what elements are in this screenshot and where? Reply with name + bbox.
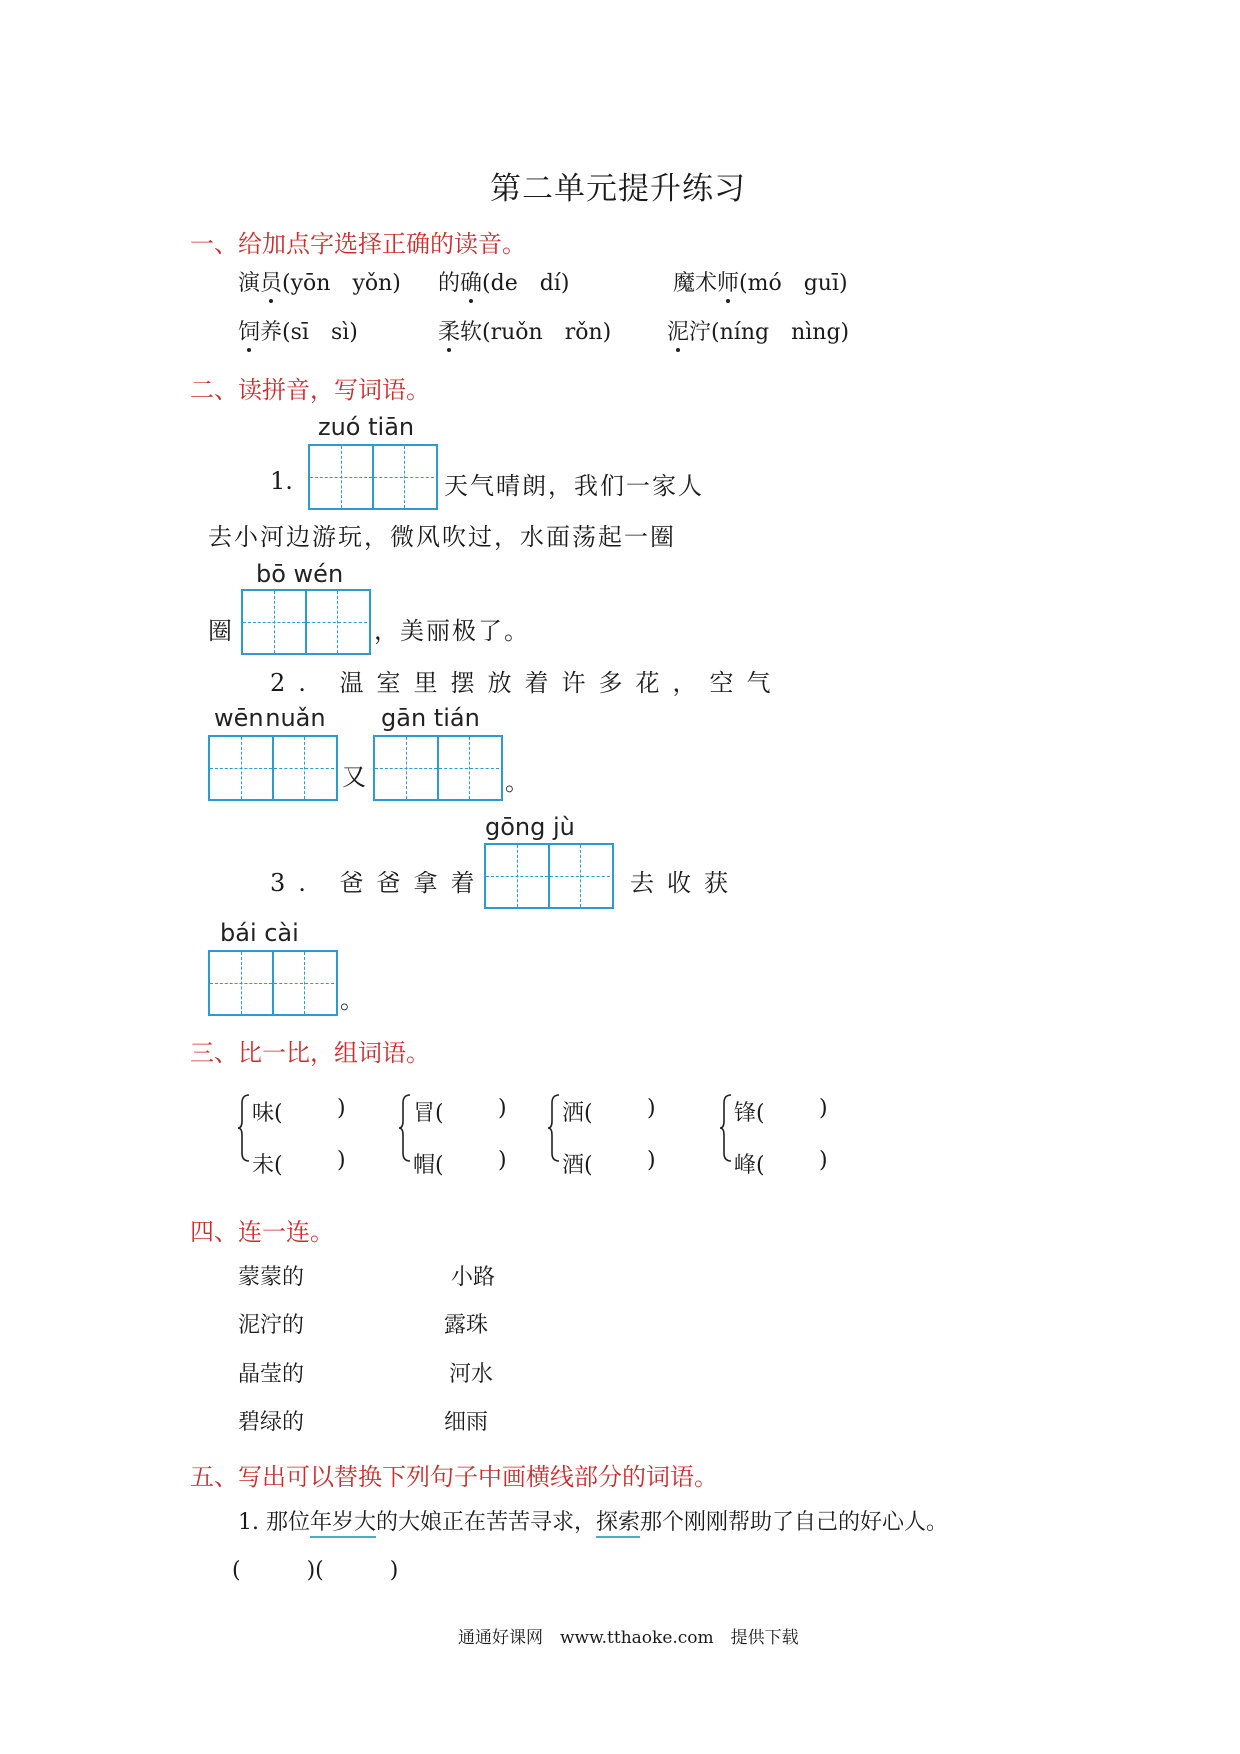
footer-credit: 通通好课网 www.tthaoke.com 提供下载 [458, 1628, 799, 1648]
section-3-heading: 三、比一比，组词语。 [190, 1039, 430, 1067]
pinyin-baicai: bái cài [220, 919, 299, 947]
pron-item-1: 演员(yōn yǒn) [238, 266, 401, 297]
section-5-heading: 五、写出可以替换下列句子中画横线部分的词语。 [190, 1463, 718, 1491]
compare-4a: 锋( [734, 1101, 765, 1126]
writing-grid-wennuan[interactable] [208, 735, 338, 801]
replace-answer-blanks[interactable]: ( )( ) [232, 1558, 399, 1583]
compare-close: ) [498, 1096, 507, 1121]
writing-grid-gongju[interactable] [484, 843, 614, 909]
brace-icon [548, 1093, 560, 1163]
section-1-heading: 一、给加点字选择正确的读音。 [190, 230, 526, 258]
match-left-3[interactable]: 晶莹的 [238, 1362, 305, 1387]
compare-4b: 峰( [734, 1153, 765, 1178]
grid-cell[interactable] [548, 845, 610, 907]
pron-item-2: 的确(de dí) [438, 266, 569, 297]
grid-cell[interactable] [272, 737, 334, 799]
pinyin-gantian: gān tián [381, 704, 480, 732]
match-left-4[interactable]: 碧绿的 [238, 1410, 305, 1435]
grid-cell[interactable] [305, 591, 367, 653]
grid-cell[interactable] [372, 446, 434, 508]
question-3-line-1-post: 去收获 [630, 869, 741, 897]
pron-item-5: 柔软(ruǒn rǒn) [438, 315, 611, 346]
pron-item-4: 饲养(sī sì) [238, 315, 358, 346]
grid-cell[interactable] [243, 591, 305, 653]
grid-cell[interactable] [210, 952, 272, 1014]
pinyin-gongju: gōng jù [485, 813, 575, 841]
match-right-3[interactable]: 河水 [449, 1362, 494, 1387]
brace-icon [238, 1093, 250, 1163]
question-1-number: 1. [270, 467, 293, 495]
question-1-line-3-post: ，美丽极了。 [374, 617, 530, 645]
match-right-4[interactable]: 细雨 [444, 1410, 489, 1435]
question-1-line-1: 天气晴朗，我们一家人 [444, 472, 704, 500]
section-2-heading: 二、读拼音，写词语。 [190, 376, 430, 404]
compare-3b: 酒( [562, 1153, 593, 1178]
question-1-line-2: 去小河边游玩，微风吹过，水面荡起一圈 [208, 523, 676, 551]
question-3-end: 。 [340, 986, 364, 1014]
compare-2b: 帽( [413, 1153, 444, 1178]
grid-cell[interactable] [310, 446, 372, 508]
pron-item-6: 泥泞(níng nìng) [667, 315, 849, 346]
brace-icon [399, 1093, 411, 1163]
question-3-line-1: 3. 爸爸拿着 [270, 869, 488, 897]
match-left-2[interactable]: 泥泞的 [238, 1313, 305, 1338]
question-1-line-3-pre: 圈 [208, 617, 232, 645]
brace-icon [720, 1093, 732, 1163]
compare-close: ) [337, 1148, 346, 1173]
page-title: 第二单元提升练习 [490, 171, 746, 207]
grid-cell[interactable] [375, 737, 437, 799]
pinyin-bowen: bō wén [256, 560, 344, 588]
match-right-1[interactable]: 小路 [451, 1265, 496, 1290]
grid-cell[interactable] [437, 737, 499, 799]
compare-2a: 冒( [413, 1101, 444, 1126]
compare-1b: 未( [252, 1153, 283, 1178]
question-2-line-1: 2. 温室里摆放着许多花，空气 [270, 669, 784, 697]
writing-grid-zuotian[interactable] [308, 444, 438, 510]
compare-close: ) [647, 1096, 656, 1121]
replace-sentence: 1. 那位年岁大的大娘正在苦苦寻求，探索那个刚刚帮助了自己的好心人。 [238, 1505, 948, 1536]
pinyin-wennuan: wēn nuǎn [214, 704, 326, 732]
underlined-phrase-2: 探索 [596, 1510, 640, 1538]
compare-close: ) [819, 1096, 828, 1121]
writing-grid-gantian[interactable] [373, 735, 503, 801]
match-left-1[interactable]: 蒙蒙的 [238, 1265, 305, 1290]
compare-3a: 洒( [562, 1101, 593, 1126]
writing-grid-bowen[interactable] [241, 589, 371, 655]
question-2-end: 。 [505, 768, 529, 796]
grid-cell[interactable] [210, 737, 272, 799]
compare-close: ) [498, 1148, 507, 1173]
pron-item-3: 魔术师(mó guī) [673, 266, 848, 297]
grid-cell[interactable] [486, 845, 548, 907]
compare-1a: 味( [252, 1101, 283, 1126]
match-right-2[interactable]: 露珠 [444, 1313, 489, 1338]
compare-close: ) [647, 1148, 656, 1173]
underlined-phrase-1: 年岁大 [310, 1510, 376, 1538]
grid-cell[interactable] [272, 952, 334, 1014]
question-2-mid: 又 [342, 763, 366, 791]
pinyin-zuotian: zuó tiān [318, 413, 415, 441]
compare-close: ) [819, 1148, 828, 1173]
compare-close: ) [337, 1096, 346, 1121]
writing-grid-baicai[interactable] [208, 950, 338, 1016]
section-4-heading: 四、连一连。 [190, 1218, 334, 1246]
